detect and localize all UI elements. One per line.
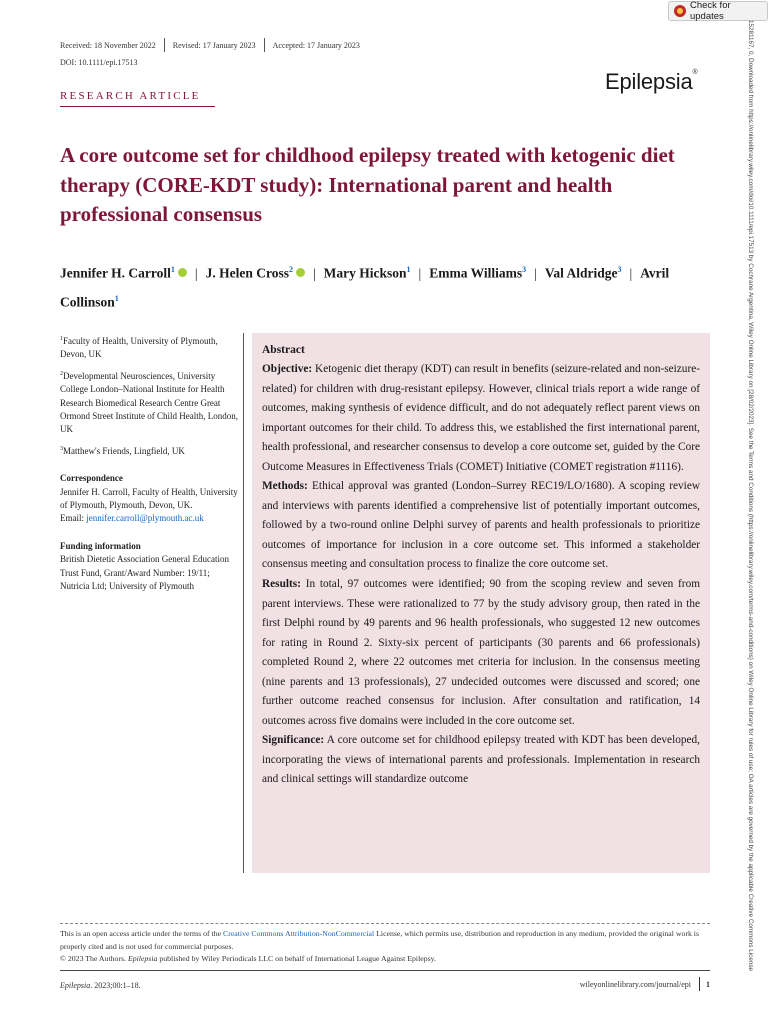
accepted-date: Accepted: 17 January 2023	[272, 40, 360, 50]
author-separator: |	[534, 265, 537, 281]
affiliation	[60, 333, 238, 362]
author-name[interactable]: Emma Williams	[429, 265, 523, 281]
affiliation-marker: 1	[114, 293, 119, 303]
footer-volume: . 2023;00:1–18.	[90, 981, 141, 990]
license-text	[60, 928, 710, 966]
affiliation-marker: 1	[170, 265, 175, 274]
abstract-section	[262, 360, 700, 477]
article-type-underline	[60, 106, 215, 107]
abstract-section	[262, 731, 700, 790]
license-divider	[60, 923, 710, 924]
email-link[interactable]: jennifer.carroll@plymouth.ac.uk	[86, 513, 204, 524]
correspondence-address: Jennifer H. Carroll, Faculty of Health, University of Plymouth, Plymouth, Devon, UK.	[60, 486, 238, 511]
orcid-icon[interactable]	[296, 268, 305, 277]
author-name[interactable]: Mary Hickson	[323, 265, 407, 281]
abstract-section-text: A core outcome set for childhood epilepsy treated with KDT has been developed, incorporating the views of international parents and professionals. Implementation in research and clinical settings will standardize outcome	[262, 734, 700, 786]
correspondence-heading: Correspondence	[60, 473, 123, 484]
article-type: RESEARCH ARTICLE	[60, 90, 201, 102]
abstract-section-label: Significance:	[262, 734, 325, 747]
footer-right	[500, 977, 710, 991]
abstract-section-text: Ethical approval was granted (London–Surrey REC19/LO/1680). A scoping review and interviews with parents identified a comprehensive list of potentially important outcomes, followed by a two-round online Delphi survey of parents and health professionals to prioritize outcomes of importance for inclusion in a core outcome set. This informed a stakeholder consensus meeting and consultation process to finalize the core outcome set.	[262, 480, 700, 571]
affiliation	[60, 368, 238, 437]
article-title: A core outcome set for childhood epilepsy treated with ketogenic diet therapy (CORE-KDT study): International parent and health professional consensus	[60, 143, 675, 226]
crossmark-icon	[674, 5, 686, 17]
download-info-strip	[742, 20, 762, 1010]
correspondence-text	[60, 486, 238, 526]
email-label: Email:	[60, 513, 87, 524]
license-terms: License, which permits use, distribution and reproduction in any medium, provided the original work is properly cited and is not used for commercial purposes.	[60, 929, 699, 951]
divider	[264, 38, 265, 52]
journal-logo-text: Epilepsia	[605, 69, 693, 94]
abstract-heading: Abstract	[262, 344, 305, 356]
footer-divider	[60, 970, 710, 971]
check-for-updates-button[interactable]	[668, 1, 768, 21]
affiliation	[60, 443, 238, 458]
author-name[interactable]: Val Aldridge	[544, 265, 618, 281]
journal-url[interactable]: wileyonlinelibrary.com/journal/epi	[579, 979, 691, 989]
abstract-section	[262, 477, 700, 575]
affiliations	[60, 333, 238, 458]
article-history	[60, 38, 360, 52]
affiliation-marker: 2	[288, 265, 293, 274]
download-info-text: 15281167, 0, Downloaded from https://onlinelibrary.wiley.com/doi/10.1111/epi.17513 by Cochrane Argentina, Wiley Online Library on [28/02/2023]. See the Terms and Conditions (https://onlinelibrary.wiley.com/terms-and-conditions) on Wiley Online Library for rules of use; OA articles are governed by the applicable Creative Commons License	[747, 20, 754, 971]
abstract-section-label: Methods:	[262, 480, 308, 493]
affiliation-number: 1	[60, 336, 63, 342]
sidebar-divider	[243, 333, 244, 873]
abstract-sections	[262, 360, 700, 790]
copyright-prefix: © 2023 The Authors.	[60, 954, 128, 963]
author-list	[60, 257, 700, 314]
journal-logo	[605, 69, 697, 95]
revised-date: Revised: 17 January 2023	[172, 40, 256, 50]
footer-citation	[60, 981, 141, 990]
author-name[interactable]: Avril Collinson	[60, 265, 670, 309]
author-separator: |	[629, 265, 633, 281]
affiliation-text: Developmental Neurosciences, University College London–National Institute for Health Research Biomedical Research Centre Great Ormond Street Institute of Child Health, London, UK	[60, 370, 238, 435]
cc-license-link[interactable]: Creative Commons Attribution-NonCommercial	[223, 929, 375, 938]
abstract-section-text: In total, 97 outcomes were identified; 90 from the scoping review and seven from parent interviews. These were rationalized to 77 by the study advisory group, then rated in the first Delphi round by 49 parents and 96 health professionals, who suggested 12 new outcomes for rating in Round 2. Sixty-six percent of participants (30 parents and 66 professionals) completed Round 2, where 22 outcomes met criteria for inclusion. In the consensus meeting (nine parents and 13 professionals), 27 undecided outcomes were discussed and scored; one further outcome reached consensus for inclusion. After consultation and ratification, 14 outcomes across five domains were included in the core outcome set.	[262, 578, 700, 727]
author-name[interactable]: Jennifer H. Carroll	[60, 265, 171, 281]
received-date: Received: 18 November 2022	[60, 40, 156, 50]
affiliation-marker: 1	[406, 265, 411, 274]
copyright-suffix: published by Wiley Periodicals LLC on behalf of International League Against Epilepsy.	[157, 954, 436, 963]
divider	[164, 38, 165, 52]
doi[interactable]: DOI: 10.1111/epi.17513	[60, 58, 138, 67]
check-for-updates-label: Check for updates	[689, 0, 731, 22]
author-name[interactable]: J. Helen Cross	[205, 265, 289, 281]
footer-journal: Epilepsia	[60, 981, 91, 990]
orcid-icon[interactable]	[178, 268, 187, 277]
license-intro: This is an open access article under the terms of the	[60, 929, 224, 938]
funding-text: British Dietetic Association General Education Trust Fund, Grant/Award Number: 19/11; Nutricia Ltd; University of Plymouth	[60, 554, 229, 592]
author-separator: |	[312, 265, 316, 281]
page-number: 1	[706, 979, 710, 989]
affiliation-marker: 3	[617, 265, 622, 274]
abstract-section-label: Objective:	[262, 363, 313, 375]
funding-heading: Funding information	[60, 540, 141, 551]
affiliation-text: Faculty of Health, University of Plymouth, Devon, UK	[60, 336, 218, 360]
affiliation-number: 2	[60, 370, 63, 377]
abstract-section	[262, 575, 700, 731]
copyright-journal: Epilepsia	[127, 954, 158, 963]
author-separator: |	[194, 265, 198, 281]
divider	[699, 977, 700, 991]
abstract-box	[252, 333, 710, 873]
author-separator: |	[418, 265, 422, 281]
article-sidebar	[60, 333, 238, 600]
registered-mark-icon: ®	[692, 69, 698, 76]
affiliation-text: Matthew's Friends, Lingfield, UK	[63, 445, 185, 456]
affiliation-marker: 3	[522, 265, 527, 274]
affiliation-number: 3	[60, 445, 63, 452]
abstract-section-label: Results:	[262, 578, 301, 591]
abstract-section-text: Ketogenic diet therapy (KDT) can result in benefits (seizure-related and non-seizure-related) for children with drug-resistant epilepsy. However, clinical trials report a wide range of outcomes, making synthesis of evidence difficult, and do not adequately reflect parent views on important outcomes for their child. To address this, we established the first international parent, health professional, and researcher consensus to develop a core outcome set, guided by the Core Outcome Measures in Effectiveness Trials (COMET) Initiative (COMET registration #1116).	[262, 363, 700, 473]
